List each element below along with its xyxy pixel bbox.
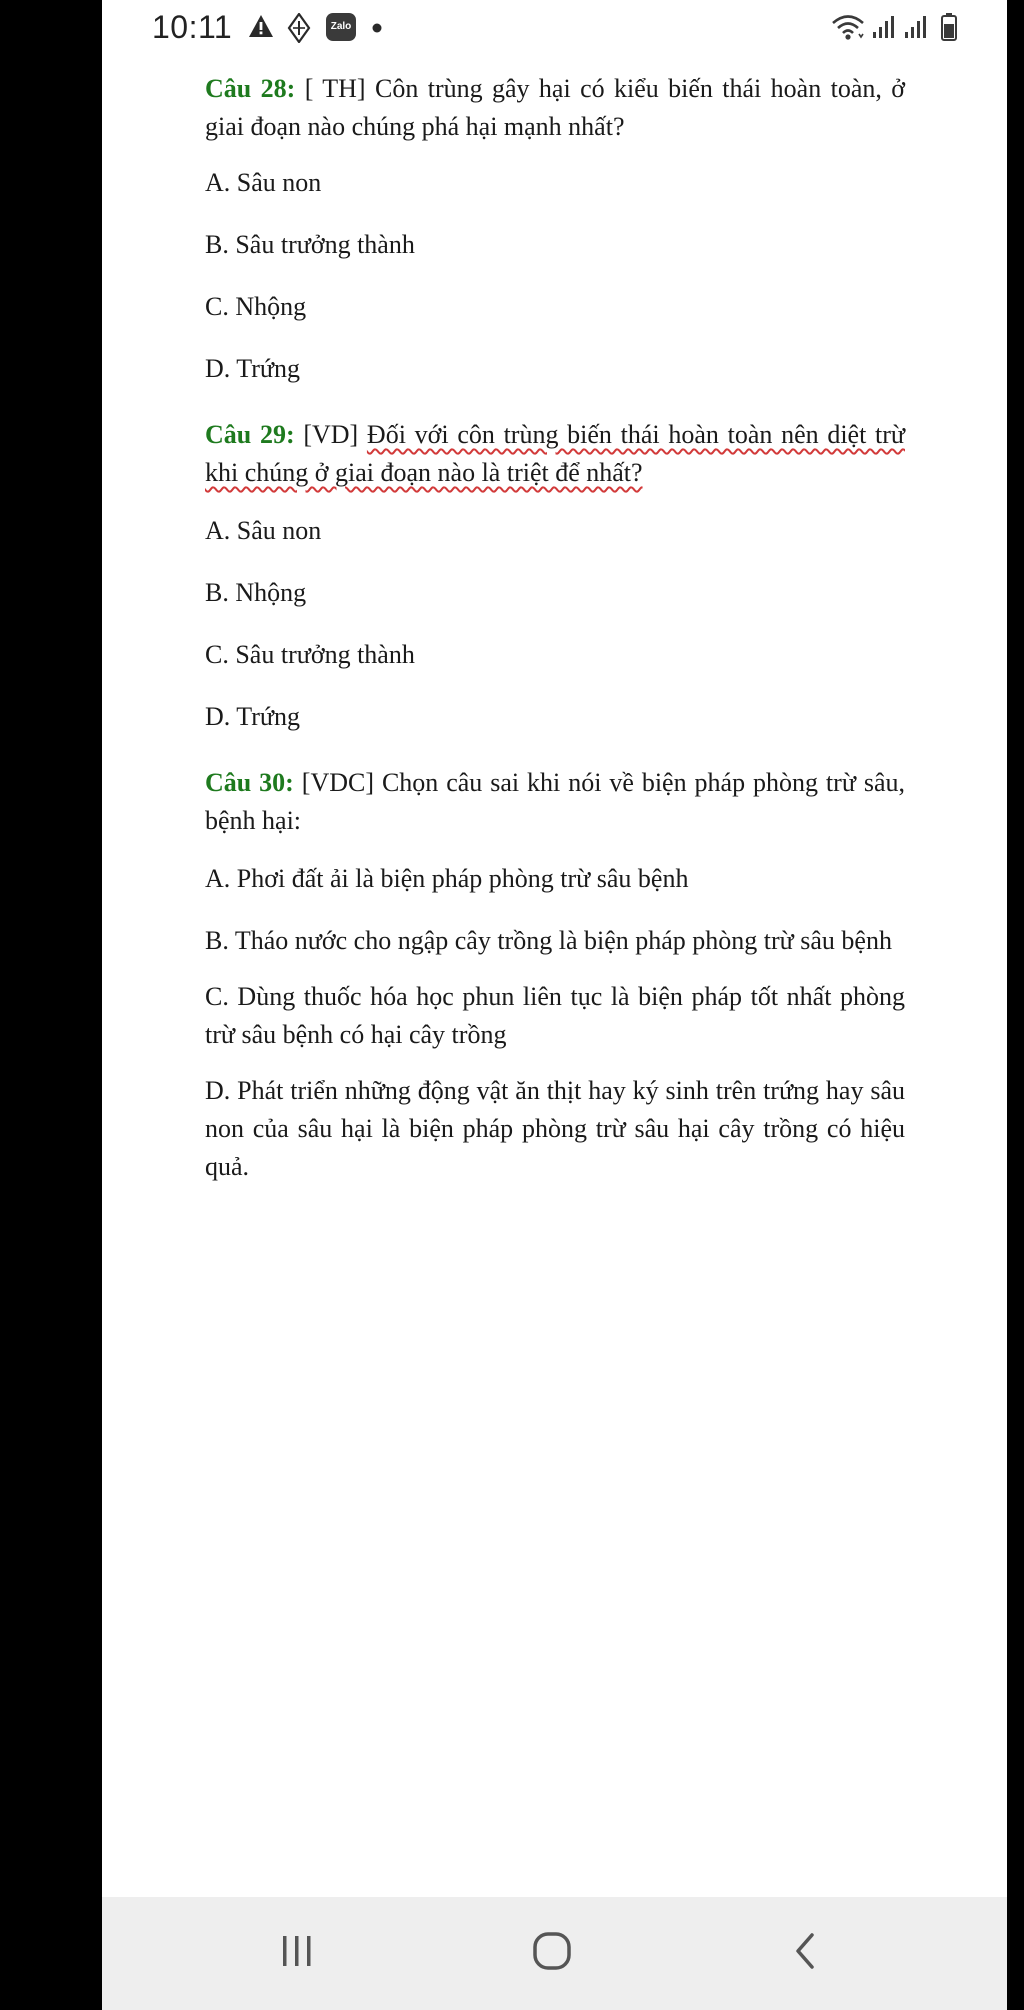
option-a: A. Phơi đất ải là biện pháp phòng trừ sâu bệnh — [205, 864, 689, 893]
navigation-bar — [102, 1897, 1007, 2010]
signal-icon — [904, 14, 930, 45]
option-b: B. Tháo nước cho ngập cây trồng là biện pháp phòng trừ sâu bệnh — [205, 926, 892, 955]
status-bar — [102, 0, 1007, 58]
home-button[interactable] — [517, 1925, 587, 1981]
question-label: Câu 28: — [205, 74, 296, 103]
back-icon — [790, 1931, 820, 1976]
question-28 — [205, 70, 905, 146]
option-a: A. Sâu non — [205, 168, 322, 197]
option-a: A. Sâu non — [205, 516, 322, 545]
question-label: Câu 30: — [205, 768, 294, 797]
status-clock: 10:11 — [152, 9, 233, 45]
question-text: Chọn câu sai khi nói về biện pháp phòng trừ sâu, bệnh hại: — [205, 768, 906, 835]
zalo-icon: Zalo — [326, 13, 356, 41]
recent-apps-icon — [277, 1933, 317, 1974]
document-page — [205, 70, 905, 1204]
option-d: D. Trứng — [205, 702, 301, 731]
question-tag: [VDC] — [301, 768, 374, 797]
option-d: D. Phát triển những động vật ăn thịt hay ký sinh trên trứng hay sâu non của sâu hại là biện pháp phòng trừ sâu hại cây trồng có hiệu quả. — [205, 1076, 905, 1181]
question-tag: [ TH] — [304, 74, 366, 103]
phone-screen — [102, 0, 1007, 2010]
question-30 — [205, 764, 905, 840]
dot-icon — [372, 20, 382, 38]
option-c: C. Dùng thuốc hóa học phun liên tục là biện pháp tốt nhất phòng trừ sâu bệnh có hại cây trồng — [205, 982, 905, 1049]
option-b: B. Sâu trưởng thành — [205, 230, 415, 259]
recent-apps-button[interactable] — [262, 1925, 332, 1981]
home-icon — [530, 1931, 574, 1976]
signal-icon — [872, 14, 898, 45]
back-button[interactable] — [770, 1925, 840, 1981]
wifi-icon — [830, 12, 866, 47]
option-d: D. Trứng — [205, 354, 301, 383]
question-label: Câu 29: — [205, 420, 295, 449]
warning-icon — [247, 13, 275, 44]
question-text: Côn trùng gây hại có kiểu biến thái hoàn toàn, ở giai đoạn nào chúng phá hại mạnh nhất? — [205, 74, 906, 141]
option-c: C. Sâu trưởng thành — [205, 640, 415, 669]
question-text: Đối với côn trùng biến thái hoàn toàn nên diệt trừ khi chúng ở giai đoạn nào là triệt để nhất? — [205, 420, 905, 487]
question-29 — [205, 416, 905, 492]
option-c: C. Nhộng — [205, 292, 307, 321]
question-tag: [VD] — [303, 420, 359, 449]
battery-icon — [940, 12, 958, 47]
option-b: B. Nhộng — [205, 578, 307, 607]
app-diamond-icon — [287, 13, 311, 48]
